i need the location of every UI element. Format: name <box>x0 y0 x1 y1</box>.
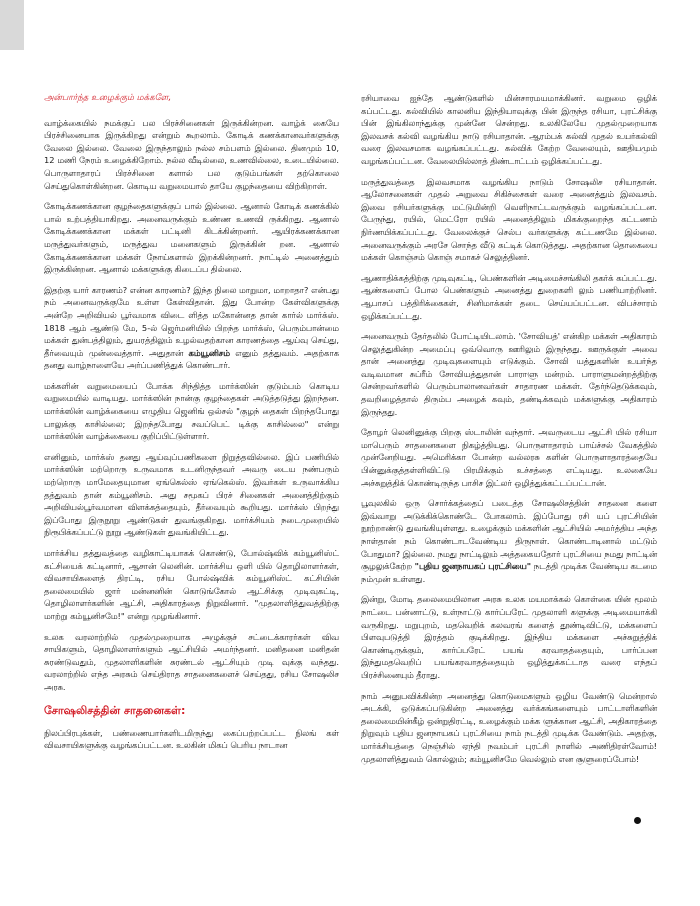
paragraph-healthcare: மருத்துவத்தை இலவசமாக வழங்கிய நாடும் சோஷலிச ரசியாதான். ஆலோசனைகள் முதல் அறுவை சிகிச்சைகள் வரை அனைத்தும் இலவசம். இவை ரசியர்களுக்கு மட்டுமின்றி வெளிநாட்டவருக்கும் வழங்கப்பட்டன. பேருந்து, ரயில், மெட்ரோ ரயில் அனைத்திலும் மிகக்குறைந்த கட்டணம் நிர்ணயிக்கப்பட்டது. வேலைக்குச் செல்ப வர்களுக்கு கட்டணமே இல்லை. அனைவருக்கும் அரசே சொந்த வீடு கட்டிக் கொடுத்தது. அதற்கான தொகையை மக்கள் கொஞ்சம் கொஞ் சமாகச் செலுத்தினர். <box>361 176 657 263</box>
communism-term: கம்யூனிசம் <box>188 347 230 358</box>
paragraph-new-democratic-revolution <box>361 497 657 585</box>
paragraph-lenin: மார்க்சிய தத்துவத்தை வழிகாட்டியாகக் கொண்டு, போல்ஷ்விக் கம்யூனிஸ்ட் கட்சியைக் கட்டினார், ஆசான் லெனின். மார்க்சிய ஒளி யில் தொழிலாளர்கள், விவசாயிகளைத் திரட்டி, ரசிய போல்ஷ்விக் கம்யூனிஸ்ட் கட்சியின் தலைமையில் ஜார் மன்னனின் கொடுங்கோல் ஆட்சிக்கு முடிவுகட்டி, தொழிலாளர்களின் ஆட்சி, அதிகாரத்தை நிறுவினார். "முதலாளித்துவத்திற்கு மாற்று கம்யூனிசமே!" என்று முழங்கினார். <box>44 548 339 621</box>
right-column <box>361 0 657 773</box>
paragraph-stalin: தோழர் லெனினுக்கு பிறகு ஸ்டாலின் வந்தார். அவருடைய ஆட்சி யில் ரசியா மாபெரும் சாதனைகளை நிகழ்த்தியது. பொருளாதாரம் பாய்ச்சல் வேகத்தில் முன்னேறியது. அமெரிக்கா போன்ற வல்லரசு களின் பொருளாதாரத்தையே பின்னுக்குத்தள்ளிவிட்டு பிரமிக்கும் உச்சத்தை எட்டியது. உலகையே அச்சுறுத்திக் கொண்டிருந்த பாசிச இட்லர் ஒழித்துக்கட்டப்பட்டான். <box>361 427 657 488</box>
paragraph-scarcity: கோடிக்கணக்கான குழந்தைகளுக்குப் பால் இல்லை. ஆனால் கோடிக் கணக்கில் பால் உற்பத்தியாகிறது. அனைவருக்கும் உண்ண உணவி ருக்கிறது. ஆனால் கோடிக்கணக்கான மக்கள் பட்டினி கிடக்கின்றனர். ஆயிரக்கணக்கான மருத்துவர்களும், மருத்துவ மனைகளும் இருக்கின் றன. ஆனால் கோடிக்கணக்கான மக்கள் நோய்களால் இறக்கின்றனர். நாட்டில் அனைத்தும் இருக்கின்றன. ஆனால் மக்களுக்கு கிடைப்ப தில்லை. <box>44 201 339 275</box>
paragraph-marx-intro <box>44 284 339 372</box>
paragraph-electrification: ரசியாவை ஐந்தே ஆண்டுகளில் மின்சாரமயமாக்கினர். வறுமை ஒழிக் கப்பட்டது. கல்வியில் காலனிய இந்தியாவுக்கு பின் இருந்த ரசியா, புரட்சிக்கு பின் இங்கிலாந்துக்கு முன்னே சென்றது. உலகிலேயே முதல்முறையாக இலவசக் கல்வி வழங்கிய நாடு ரசியாதான். ஆரம்பக் கல்வி முதல் உயர்கல்வி வரை இலவசமாக வழங்கப்பட்டது. கல்விக் கேற்ற வேலையும், ஊதியமும் வழங்கப்பட்டன. வேலையில்லாத் திண்டாட்டம் ஒழிக்கப்பட்டது. <box>361 93 657 166</box>
paragraph-marx-engels: எனினும், மார்க்ஸ் தனது ஆய்வுப்பணிகளை நிறுத்தவில்லை. இப் பணியில் மார்க்ஸின் மற்றொரு உருவமாக உடனிருந்தவர் அவரு டைய நண்பரும் மற்றொரு மாமேதையுமான ஏங்கெல்ஸ் ஏங்கெல்ஸ். இவர்கள் உருவாக்கிய தத்துவம் தான் கம்யூனிசம். அது சமூகப் பிரச் சினைகள் அனைத்திற்கும் அறிவியல்பூர்வமான விளக்கத்தையும், தீர்வையும் கூறியது. மார்க்ஸ் பிறந்து இப்போது இருநூறு ஆண்டுகள் துவங்குகிறது. மார்க்சியம் நடைமுறையில் நிரூபிக்கப்பட்டு நூறு ஆண்டுகள் துவங்கியிட்டது. <box>44 451 339 538</box>
new-democratic-revolution-term: "புதிய ஜனநாயகப் புரட்சியை" <box>414 561 532 572</box>
paragraph-text: இதற்கு யார் காரணம்? என்ன காரணம்? இந்த நிலை மாறுமா, மாறாதா? என்பது நம் அனைவருக்குமே உள்ள கேள்விதான். இது போன்ற கேள்விகளுக்கு அன்றே அறிவியல் பூர்வமாக விடை ளித்த மகோன்னத தான் கார்ல் மார்க்ஸ். 1818 ஆம் ஆண்டு மே, 5-ல் ஜெர்மனியில் பிறந்த மார்க்ஸ், பெரும்பான்மை மக்கள் துன்பத்திலும், துயரத்திலும் உழல்வதற்கான காரணத்தை ஆய்வு செய்து, தீர்வையும் முன்வைத்தார். அதுதான் <box>44 284 339 358</box>
section-heading-achievements: சோஷலிசத்தின் சாதனைகள்: <box>44 703 186 717</box>
paragraph-women: ஆணாதிக்கத்திற்கு முடிவுகட்டி, பெண்களின் அடிமைச்சங்கிலி தகர்க் கப்பட்டது. ஆண்களைப் போல பெண்களும் அனைத்து துறைகளி லும் பணியாற்றினர். ஆபாசப் பத்திரிக்கைகள், சினிமாக்கள் தடை செய்யப்பட்டன. விபச்சாரம் ஒழிக்கப்பட்டது. <box>361 272 657 321</box>
paragraph-land-reform: நிலப்பிரபுக்கள், பண்ணையார்களிடமிருந்து கைப்பற்றப்பட்ட நிலங் கள் விவசாயிகளுக்கு வழங்கப்பட்டன. உலகின் மிகப் பெரிய நாடான <box>44 727 339 751</box>
paragraph-call-to-action: நாம் அனுபவிக்கின்ற அனைத்து கொடுமைகளும் ஒழிய வேண்டு மென்றால் அடக்கி, ஒடுக்கப்படுகின்ற அனைத்து வர்க்கங்களையும் பாட்டாளிகளின் தலைமையின்கீழ் ஒன்றுதிரட்டி, உழைக்கும் மக்க ளுக்கான ஆட்சி, அதிகாரத்தை நிறுவும் புதிய ஜனநாயகப் புரட்சியை நாம் நடத்தி முடிக்க வேண்டும். அதற்கு, மார்க்சியத்தை நெஞ்சில் ஏந்தி நவம்பர் புரட்சி நாளில் அணிதிரள்வோம்! முதலாளித்துவம் கொல்லும்; கம்யூனிசமே வெல்லும் என சூளுரைப்போம்! <box>361 690 657 764</box>
paragraph-life-problems: வாழ்க்கையில் நமக்குப் பல பிரச்சினைகள் இருக்கின்றன. வாழ்க் கையே பிரச்சினையாக இருக்கிறது என்றும் கூறலாம். கோடிக் கணக்கானவர்களுக்கு வேலை இல்லை. வேலை இருந்தாலும் நல்ல சம்பளம் இல்லை. தினமும் 10, 12 மணி நேரம் உழைக்கிறோம். நல்ல வீடில்லை, உணவில்லை, உடையில்லை. பொருளாதாரப் பிரச்சினை களால் பல குடும்பங்கள் தற்கொலை செய்துகொள்கின்றன. கொடிய வறுமையால் தாயே குழந்தையை விற்கிறாள். <box>44 117 339 191</box>
salutation: அன்பார்ந்த உழைக்கும் மக்களே, <box>44 93 172 103</box>
left-column <box>44 0 339 760</box>
end-mark-dot <box>634 817 641 824</box>
paragraph-soviets: அனைவரும் தேர்தலில் போட்டியிடலாம். 'சோவியத்' என்கிற மக்கள் அதிகாரம் செலுத்துகின்ற அமைப்பு ஒவ்வொரு ஊரிலும் இருந்தது. ஊருக்குள் அவை தான் அனைத்து முடிவுகளையும் எடுக்கும். சோவி யத்துகளின் உயர்ந்த வடிவமான சுப்ரீம் சோவியத்துதான் பாராளு மன்றம். பாராளுமன்றத்திற்கு சென்றவர்களில் பெரும்பாலானவர்கள் சாதாரண மக்கள். தேர்ந்தெடுக்கவும், தவறிழைத்தால் திரும்ப அழைக் கவும், தண்டிக்கவும் மக்களுக்கு அதிகாரம் இருந்தது. <box>361 331 657 417</box>
paragraph-marx-poverty: மக்களின் வறுமையைப் போக்க சிந்தித்த மார்க்ஸின் குடும்பம் கொடிய வறுமையில் வாடியது. மார்க்ஸின் நான்கு குழந்தைகள் அடுத்தடுத்து இறந்தன. மார்க்ஸின் வாழ்க்கையை எழுதிய ஜெனிங் ஒல்சல் "குழந் தைகள் பிறந்தபோது பாலுக்கு காசில்லை; இறந்தபோது சவப்பெட் டிக்கு காசில்லை" என்று மார்க்ஸின் வாழ்க்கையை குறிப்பிட்டுள்ளார். <box>44 380 339 442</box>
page-corner-tab <box>0 0 24 50</box>
paragraph-world-history: உலக வரலாற்றில் முதல்முறையாக அழுக்குச் சட்டைக்காரர்கள் விவ சாயிகளும், தொழிலாளர்களும் ஆட்சியில் அமர்ந்தனர். மனிதனை மனிதன் சுரண்டுவதும், முதலாளிகளின் சுரண்டல் ஆட்சியும் முடி வுக்கு வந்தது. வரலாற்றில் எந்த அரசும் செய்திராத சாதனைகளைச் செய்தது, ரசிய சோஷலிச அரசு. <box>44 631 339 692</box>
paragraph-text: பூவுலகில் ஒரு சொர்க்கத்தைப் படைத்த சோஷலிசத்தின் சாதனை களை இவ்வாறு அடுக்கிக்கொண்டே போகலாம். இப்போது ரசி யப் புரட்சியின் நூற்றாண்டு துவங்கியுள்ளது. உழைக்கும் மக்களின் ஆட்சியில் அமர்த்திய அந்த நாள்தான் நம் கொண்டாடவேண்டிய திருநாள். கொண்டாடினால் மட்டும் போதுமா? இல்லை. நமது நாட்டிலும் அத்தகையதோர் புரட்சியை நமது நாட்டின் சூழலுக்கேற்ற <box>361 498 657 572</box>
paragraph-modi-government: இன்று, மோடி தலைமையிலான அரசு உலக மயமாக்கல் கொள்கை யின் மூலம் நாட்டை பன்னாட்டு, உள்நாட்டு கார்ப்பரேட் முதலாளி களுக்கு அடிமையாக்கி வருகிறது. மறுபுறம், மதவெறிக் கலவரங் களைத் தூண்டிவிட்டு, மக்களைப் பிளவுபடுத்தி இரத்தம் குடிக்கிறது. இந்திய மக்களை அச்சுறுத்திக் கொண்டிருக்கும், கார்ப்பரேட் பயங் கரவாதத்தையும், பார்ப்பன இந்துமதவெறிப் பயங்கரவாதத்தையும் ஒழித்துக்கட்டாத வரை எந்தப் பிரச்சினையும் தீராது. <box>361 594 657 680</box>
paragraph-text: எனும் தத்துவம். அதற்காக தனது வாழ்நாளையே அர்ப்பணித்துக் கொண்டார். <box>44 347 339 371</box>
paragraph-text: நடத்தி முடிக்க வேண்டிய கடமை நம்முன் உள்ளது. <box>361 561 657 584</box>
